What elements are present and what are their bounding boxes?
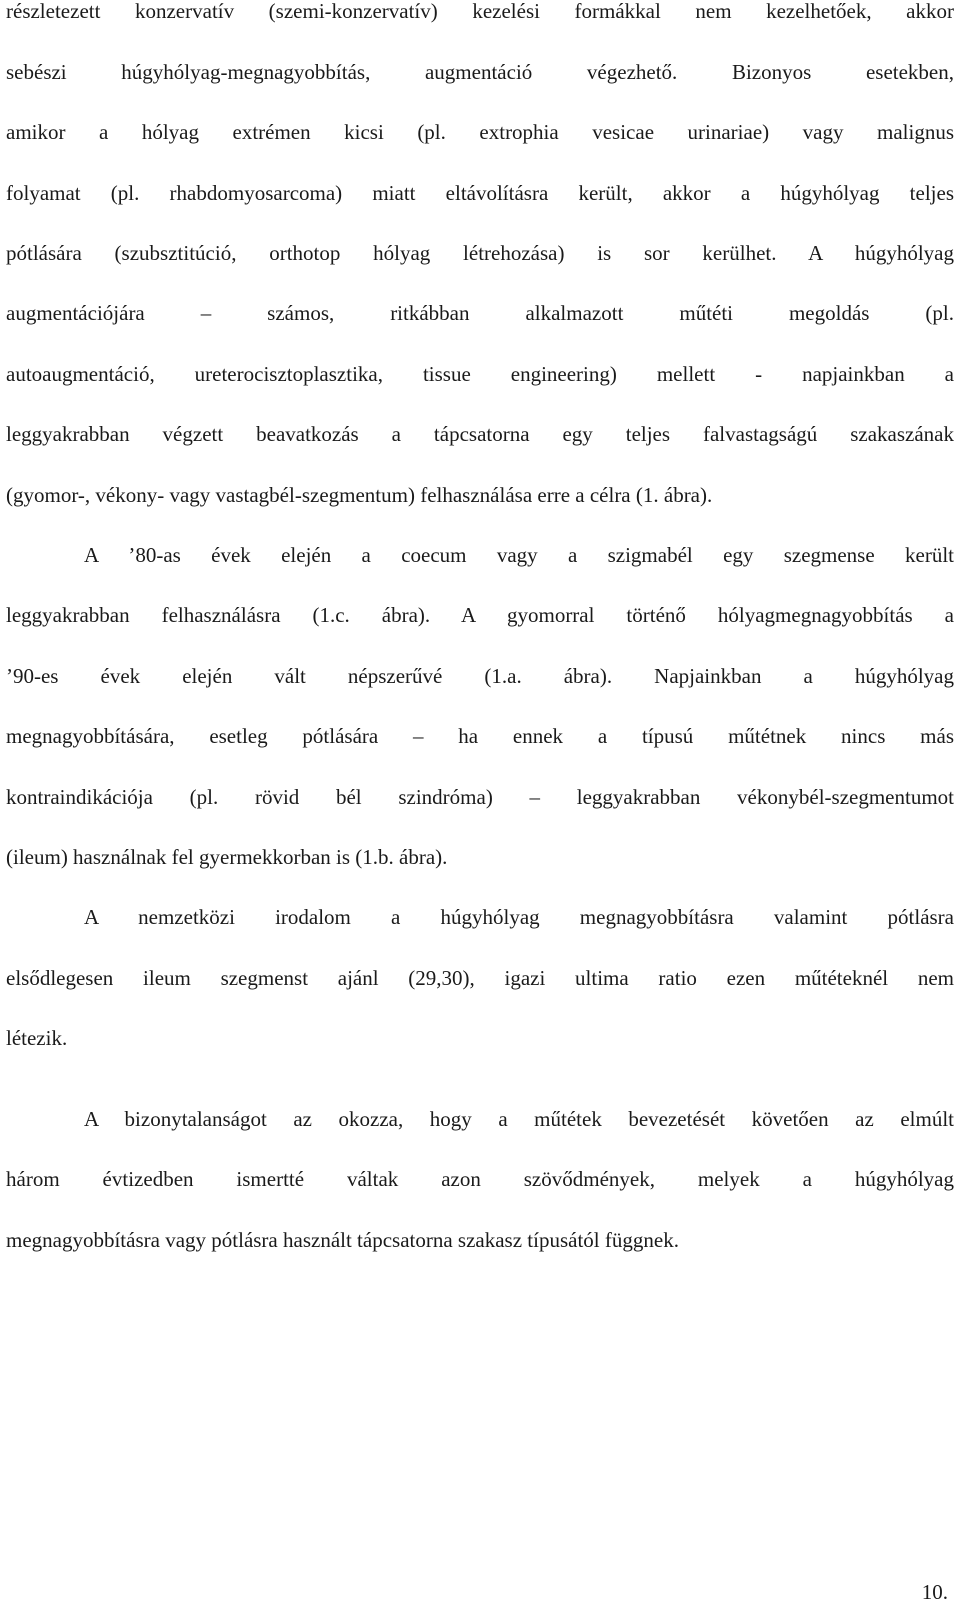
text-line: létezik. bbox=[6, 1026, 68, 1050]
text-line: leggyakrabban végzett beavatkozás a tápcsatorna egy teljes falvastagságú szakaszának bbox=[6, 422, 954, 446]
text-line: megnagyobbításra vagy pótlásra használt tápcsatorna szakasz típusától függnek. bbox=[6, 1228, 679, 1252]
text-line: autoaugmentáció, ureterocisztoplasztika, tissue engineering) mellett - napjainkban a bbox=[6, 362, 954, 386]
text-line: sebészi húgyhólyag-megnagyobbítás, augmentáció végezhető. Bizonyos esetekben, bbox=[6, 60, 954, 84]
text-line: megnagyobbítására, esetleg pótlására – ha ennek a típusú műtétnek nincs más bbox=[6, 724, 954, 748]
text-line: amikor a hólyag extrémen kicsi (pl. extrophia vesicae urinariae) vagy malignus bbox=[6, 120, 954, 144]
text-line: részletezett konzervatív (szemi-konzervatív) kezelési formákkal nem kezelhetőek, akkor bbox=[6, 0, 954, 23]
text-line: ’90-es évek elején vált népszerűvé (1.a. ábra). Napjainkban a húgyhólyag bbox=[6, 664, 954, 688]
text-line: (ileum) használnak fel gyermekkorban is (1.b. ábra). bbox=[6, 845, 448, 869]
page-number: 10. bbox=[921, 1580, 948, 1604]
text-line: A bizonytalanságot az okozza, hogy a műtétek bevezetését követően az elmúlt bbox=[84, 1107, 954, 1131]
text-line: (gyomor-, vékony- vagy vastagbél-szegmentum) felhasználása erre a célra (1. ábra). bbox=[6, 483, 713, 507]
text-line: kontraindikációja (pl. rövid bél szindróma) – leggyakrabban vékonybél-szegmentumot bbox=[6, 785, 954, 809]
text-line: elsődlegesen ileum szegmenst ajánl (29,30), igazi ultima ratio ezen műtéteknél nem bbox=[6, 966, 954, 990]
text-line: A ’80-as évek elején a coecum vagy a szigmabél egy szegmense került bbox=[84, 543, 954, 567]
text-line: pótlására (szubsztitúció, orthotop hólyag létrehozása) is sor kerülhet. A húgyhólyag bbox=[6, 241, 954, 265]
text-line: A nemzetközi irodalom a húgyhólyag megnagyobbításra valamint pótlásra bbox=[84, 905, 954, 929]
text-line: leggyakrabban felhasználásra (1.c. ábra). A gyomorral történő hólyagmegnagyobbítás a bbox=[6, 603, 954, 627]
text-line: folyamat (pl. rhabdomyosarcoma) miatt eltávolításra került, akkor a húgyhólyag teljes bbox=[6, 181, 954, 205]
text-line: augmentációjára – számos, ritkábban alkalmazott műtéti megoldás (pl. bbox=[6, 301, 954, 325]
text-line: három évtizedben ismertté váltak azon szövődmények, melyek a húgyhólyag bbox=[6, 1167, 954, 1191]
